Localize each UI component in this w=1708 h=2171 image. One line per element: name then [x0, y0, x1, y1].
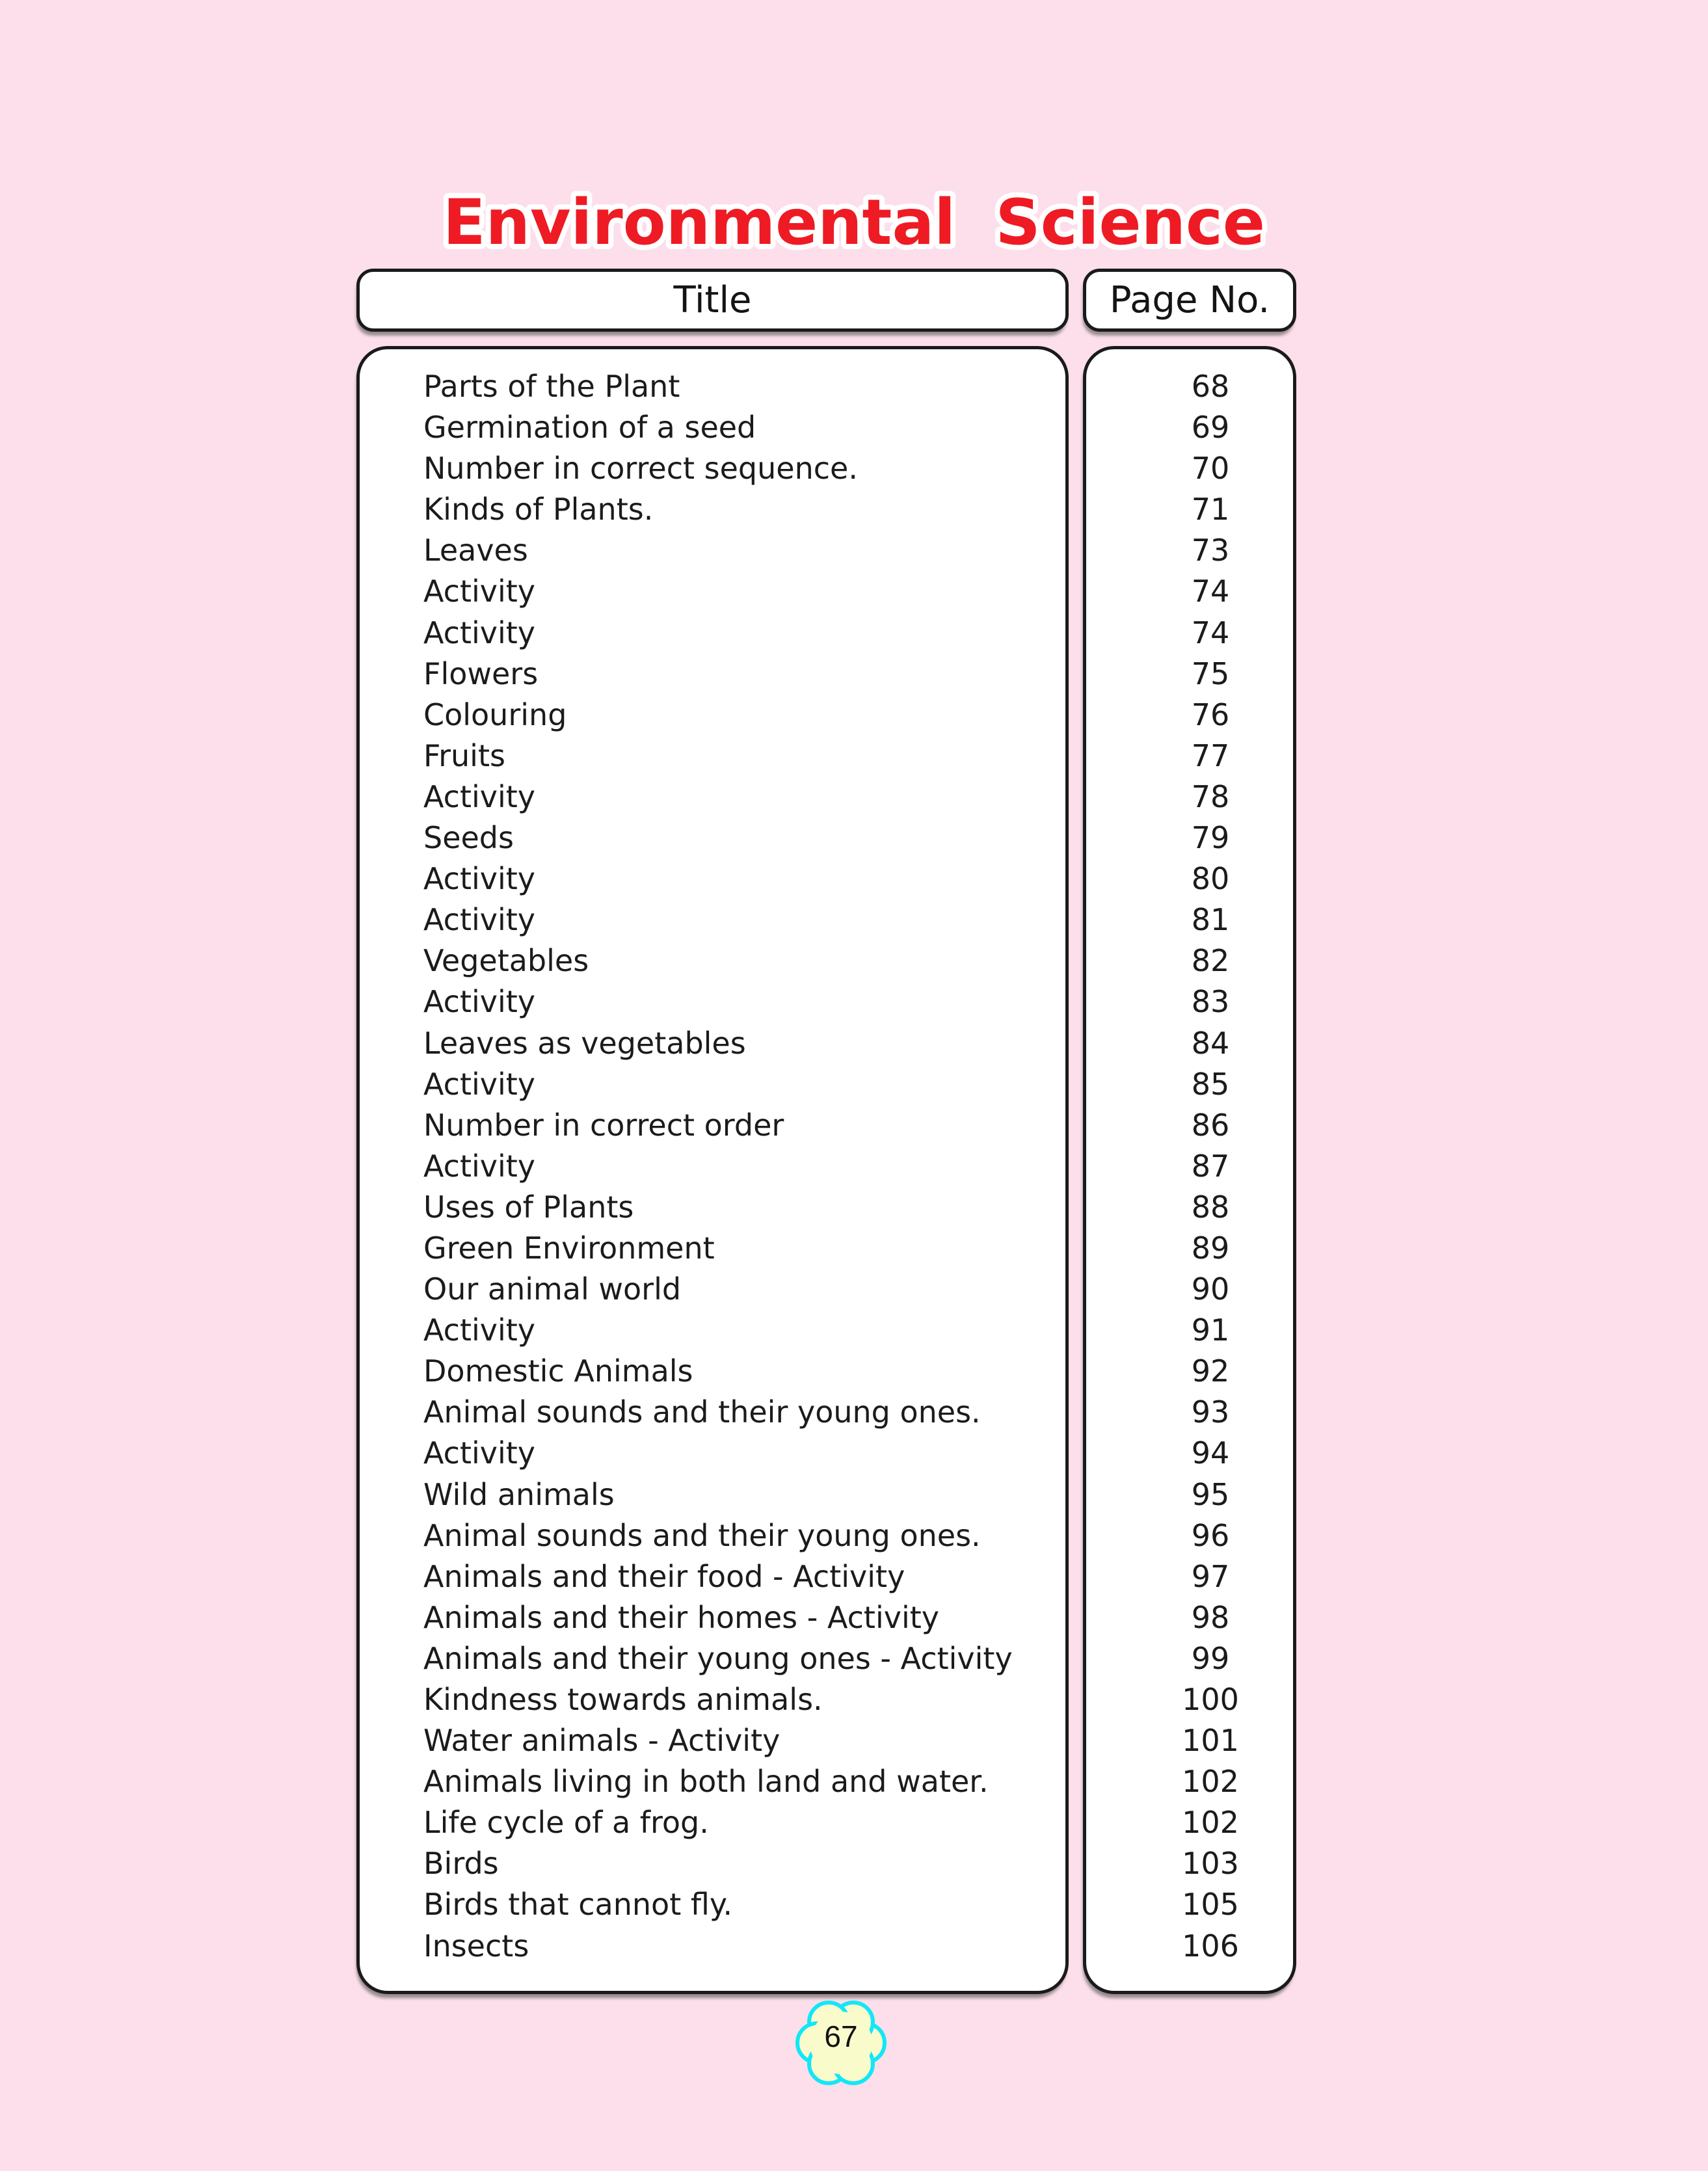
- toc-row-page: 91: [1191, 1312, 1230, 1348]
- toc-row-page: 98: [1191, 1599, 1230, 1635]
- toc-row-title: Birds: [423, 1846, 499, 1882]
- toc-row-title: Insects: [423, 1928, 529, 1964]
- toc-row-title: Activity: [423, 1435, 536, 1471]
- toc-row-page: 94: [1191, 1435, 1230, 1471]
- toc-row-page: 79: [1191, 820, 1230, 856]
- toc-row-page: 106: [1182, 1928, 1239, 1964]
- toc-row-title: Kindness towards animals.: [423, 1682, 823, 1717]
- toc-row-title: Animals and their food - Activity: [423, 1558, 905, 1594]
- toc-row-title: Activity: [423, 1066, 536, 1102]
- toc-title-list-box: [356, 346, 1069, 1994]
- toc-row-title: Uses of Plants: [423, 1189, 634, 1225]
- toc-row-title: Animals and their young ones - Activity: [423, 1640, 1013, 1676]
- toc-row-title: Animals living in both land and water.: [423, 1764, 989, 1800]
- toc-row-title: Activity: [423, 861, 536, 897]
- toc-row-title: Animal sounds and their young ones.: [423, 1394, 981, 1430]
- toc-row-title: Activity: [423, 1148, 536, 1184]
- toc-row-title: Germination of a seed: [423, 410, 756, 446]
- toc-row-page: 103: [1182, 1846, 1239, 1882]
- toc-row-title: Kinds of Plants.: [423, 492, 654, 527]
- toc-row-title: Wild animals: [423, 1476, 615, 1512]
- toc-row-page: 89: [1191, 1230, 1230, 1266]
- toc-row-title: Flowers: [423, 656, 539, 691]
- toc-row-page: 95: [1191, 1476, 1230, 1512]
- page-number-text: 67: [824, 2019, 858, 2053]
- toc-row-page: 93: [1191, 1394, 1230, 1430]
- toc-page-list-box: [1083, 346, 1296, 1994]
- toc-row-title: Water animals - Activity: [423, 1723, 781, 1759]
- toc-row-title: Activity: [423, 615, 536, 650]
- toc-row-page: 74: [1191, 574, 1230, 609]
- toc-row-page: 97: [1191, 1558, 1230, 1594]
- toc-row-page: 100: [1182, 1682, 1239, 1717]
- header-title-box: [356, 269, 1069, 332]
- toc-row-title: Our animal world: [423, 1272, 682, 1307]
- toc-row-title: Vegetables: [423, 943, 589, 979]
- toc-row-title: Leaves: [423, 533, 528, 568]
- toc-row-page: 69: [1191, 410, 1230, 446]
- toc-row-page: 86: [1191, 1107, 1230, 1143]
- toc-row-page: 102: [1182, 1764, 1239, 1800]
- toc-row-page: 85: [1191, 1066, 1230, 1102]
- toc-row-title: Animal sounds and their young ones.: [423, 1517, 981, 1553]
- toc-row-page: 75: [1191, 656, 1230, 691]
- toc-row-page: 68: [1191, 369, 1230, 404]
- toc-row-title: Life cycle of a frog.: [423, 1805, 709, 1841]
- toc-row-title: Number in correct sequence.: [423, 451, 858, 486]
- toc-row-page: 102: [1182, 1805, 1239, 1841]
- toc-row-title: Colouring: [423, 697, 567, 732]
- toc-row-title: Seeds: [423, 820, 514, 856]
- toc-row-page: 90: [1191, 1272, 1230, 1307]
- toc-row-title: Activity: [423, 902, 536, 938]
- toc-row-title: Animals and their homes - Activity: [423, 1599, 939, 1635]
- toc-row-page: 88: [1191, 1189, 1230, 1225]
- toc-row-page: 96: [1191, 1517, 1230, 1553]
- toc-row-page: 92: [1191, 1353, 1230, 1389]
- toc-row-page: 71: [1191, 492, 1230, 527]
- toc-row-title: Number in correct order: [423, 1107, 784, 1143]
- toc-row-title: Activity: [423, 574, 536, 609]
- toc-row-title: Activity: [423, 1312, 536, 1348]
- toc-title-rows: [360, 349, 1065, 1967]
- toc-row-page: 87: [1191, 1148, 1230, 1184]
- toc-row-title: Activity: [423, 984, 536, 1020]
- page-number-badge: [792, 1994, 890, 2092]
- toc-page-rows: [1086, 349, 1293, 1967]
- toc-row-title: Activity: [423, 779, 536, 814]
- toc-row-page: 101: [1182, 1723, 1239, 1759]
- toc-row-page: 74: [1191, 615, 1230, 650]
- toc-row-page: 73: [1191, 533, 1230, 568]
- toc-row-page: 83: [1191, 984, 1230, 1020]
- header-page-label: Page No.: [1109, 279, 1270, 321]
- toc-row-page: 70: [1191, 451, 1230, 486]
- header-page-box: [1083, 269, 1296, 332]
- toc-row-page: 78: [1191, 779, 1230, 814]
- toc-row-title: Fruits: [423, 738, 505, 773]
- toc-row-title: Leaves as vegetables: [423, 1025, 746, 1061]
- toc-row-title: Parts of the Plant: [423, 369, 680, 404]
- toc-row-page: 76: [1191, 697, 1230, 732]
- toc-row-title: Domestic Animals: [423, 1353, 693, 1389]
- page-title: [0, 146, 1708, 283]
- page-title-text: Environmental Science: [443, 186, 1265, 259]
- toc-row-page: 105: [1182, 1887, 1239, 1923]
- toc-row-page: 82: [1191, 943, 1230, 979]
- toc-row-page: 77: [1191, 738, 1230, 773]
- header-title-label: Title: [673, 279, 752, 321]
- toc-row-title: Green Environment: [423, 1230, 715, 1266]
- toc-row-page: 81: [1191, 902, 1230, 938]
- toc-row-page: 80: [1191, 861, 1230, 897]
- toc-row-title: Birds that cannot fly.: [423, 1887, 733, 1923]
- toc-row-page: 84: [1191, 1025, 1230, 1061]
- toc-row-page: 99: [1191, 1640, 1230, 1676]
